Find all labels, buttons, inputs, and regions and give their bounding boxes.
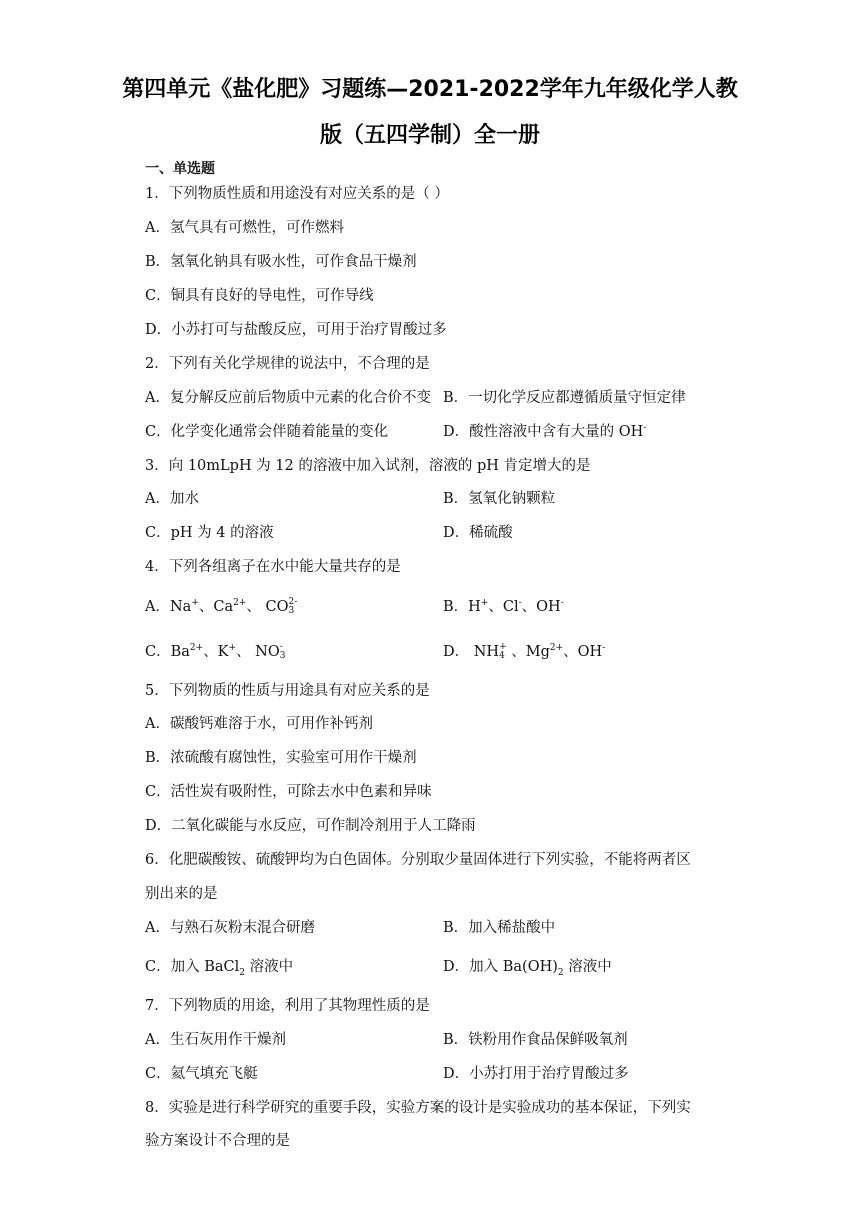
question-3-option-b: B．氢氧化钠颗粒 — [443, 491, 556, 507]
question-2-option-d: D．酸性溶液中含有大量的 OH- — [443, 423, 647, 440]
question-2-option-a: A．复分解反应前后物质中元素的化合价不变 — [145, 390, 431, 406]
question-6-option-a: A．与熟石灰粉末混合研磨 — [145, 920, 315, 936]
page-title-line-2: 版（五四学制）全一册 — [319, 123, 540, 148]
question-7-stem: 7．下列物质的用途，利用了其物理性质的是 — [145, 998, 430, 1014]
question-4-option-a: A．Na+、$Ca^{2+}$、 CO 2- 3 — [145, 597, 298, 616]
question-3-option-a: A．加水 — [145, 491, 199, 507]
question-7-option-d: D．小苏打用于治疗胃酸过多 — [443, 1066, 629, 1082]
section-heading: 一、单选题 — [145, 161, 215, 177]
question-3-option-d: D．稀硫酸 — [443, 525, 513, 541]
question-4-option-b: B．H+、Cl-、OH- — [443, 598, 564, 615]
question-5-option-a: A．碳酸钙难溶于水，可用作补钙剂 — [145, 716, 373, 732]
question-1-stem: 1．下列物质性质和用途没有对应关系的是（ ） — [145, 186, 449, 202]
question-6-stem-line-2: 别出来的是 — [145, 886, 218, 902]
question-6-stem-line-1: 6．化肥碳酸铵、硫酸钾均为白色固体。分别取少量固体进行下列实验，不能将两者区 — [145, 852, 691, 868]
question-4-option-d: D． NH + 4 、$Mg^{2+}$、OH- — [443, 642, 606, 661]
question-4-option-c: C．$Ba^{2+}$、K+、 NO - 3 — [145, 642, 286, 661]
question-7-option-b: B．铁粉用作食品保鲜吸氧剂 — [443, 1032, 628, 1048]
question-6-option-c: C．加入 BaCl$_2$ 溶液中 — [145, 959, 294, 978]
question-7-option-c: C．氦气填充飞艇 — [145, 1066, 258, 1082]
question-3-stem: 3．向 10mLpH 为 12 的溶液中加入试剂，溶液的 pH 肯定增大的是 — [145, 458, 591, 474]
question-4-stem: 4．下列各组离子在水中能大量共存的是 — [145, 559, 401, 575]
question-1-option-b: B．氢氧化钠具有吸水性，可作食品干燥剂 — [145, 254, 417, 270]
question-6-option-b: B．加入稀盐酸中 — [443, 920, 556, 936]
question-1-option-c: C．铜具有良好的导电性，可作导线 — [145, 288, 374, 304]
question-7-option-a: A．生石灰用作干燥剂 — [145, 1032, 286, 1048]
question-5-stem: 5．下列物质的性质与用途具有对应关系的是 — [145, 683, 430, 699]
question-2-option-b: B．一切化学反应都遵循质量守恒定律 — [443, 390, 686, 406]
question-1-option-d: D．小苏打可与盐酸反应，可用于治疗胃酸过多 — [145, 322, 447, 338]
question-8-stem-line-1: 8．实验是进行科学研究的重要手段，实验方案的设计是实验成功的基本保证，下列实 — [145, 1100, 691, 1116]
question-2-stem: 2．下列有关化学规律的说法中，不合理的是 — [145, 356, 430, 372]
page-title-line-1: 第四单元《盐化肥》习题练—2021-2022学年九年级化学人教 — [122, 77, 738, 102]
question-8-stem-line-2: 验方案设计不合理的是 — [145, 1133, 290, 1149]
question-5-option-c: C．活性炭有吸附性，可除去水中色素和异味 — [145, 784, 432, 800]
question-3-option-c: C．pH 为 4 的溶液 — [145, 525, 274, 541]
question-6-option-d: D．加入 $Ba(OH)_2$ 溶液中 — [443, 959, 612, 978]
question-1-option-a: A．氢气具有可燃性，可作燃料 — [145, 220, 344, 236]
question-5-option-b: B．浓硫酸有腐蚀性，实验室可用作干燥剂 — [145, 750, 417, 766]
question-2-option-c: C．化学变化通常会伴随着能量的变化 — [145, 424, 389, 440]
question-5-option-d: D．二氧化碳能与水反应，可作制冷剂用于人工降雨 — [145, 818, 476, 834]
